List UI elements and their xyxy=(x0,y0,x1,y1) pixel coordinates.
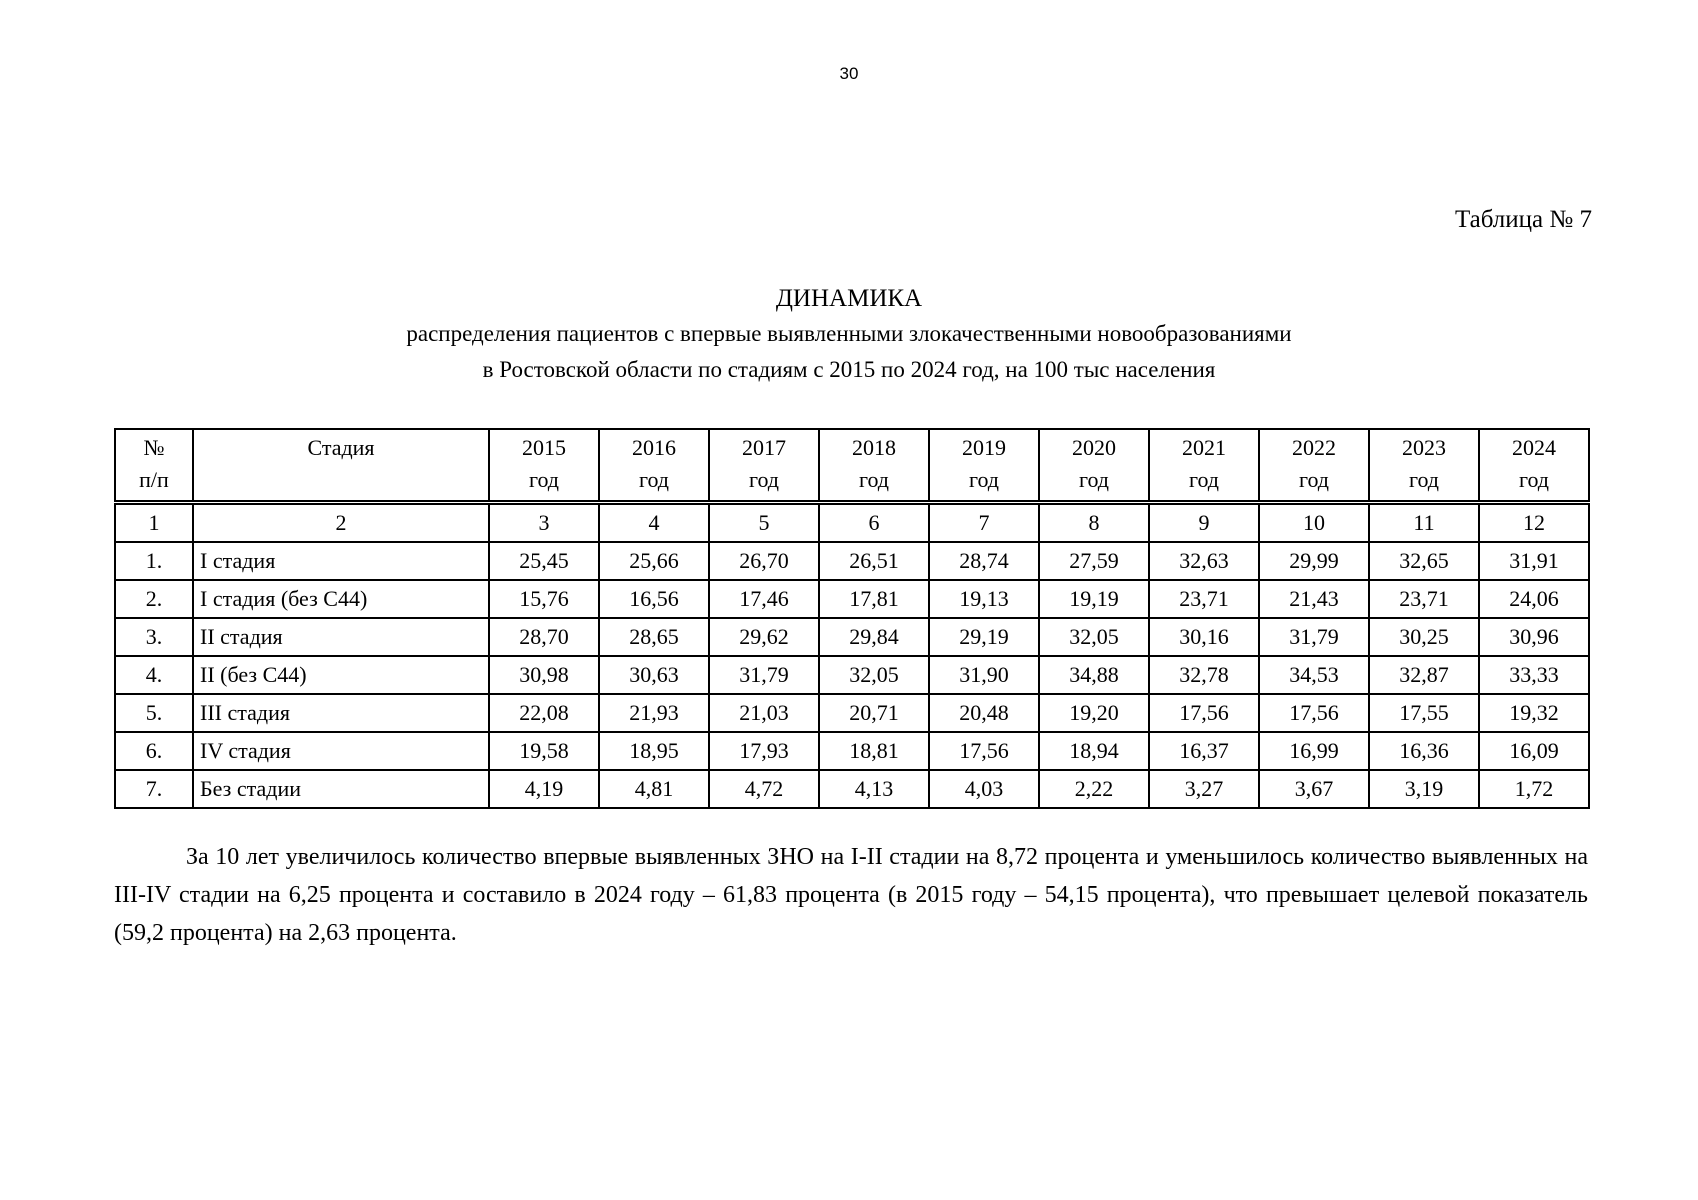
column-number-cell: 11 xyxy=(1369,503,1479,543)
column-header-top: 2017 xyxy=(742,435,786,460)
value-cell: 34,53 xyxy=(1259,656,1369,694)
table-body xyxy=(115,542,1589,808)
row-number-cell: 2. xyxy=(115,580,193,618)
value-cell: 4,19 xyxy=(489,770,599,808)
column-header-bottom: год xyxy=(858,467,890,492)
column-header xyxy=(115,429,193,503)
stage-name-cell: III стадия xyxy=(193,694,489,732)
value-cell: 21,03 xyxy=(709,694,819,732)
value-cell: 16,36 xyxy=(1369,732,1479,770)
column-number-cell: 7 xyxy=(929,503,1039,543)
value-cell: 24,06 xyxy=(1479,580,1589,618)
value-cell: 17,81 xyxy=(819,580,929,618)
value-cell: 17,93 xyxy=(709,732,819,770)
value-cell: 3,19 xyxy=(1369,770,1479,808)
column-header-top: 2020 xyxy=(1072,435,1116,460)
value-cell: 23,71 xyxy=(1149,580,1259,618)
column-header-bottom: год xyxy=(748,467,780,492)
value-cell: 16,09 xyxy=(1479,732,1589,770)
value-cell: 34,88 xyxy=(1039,656,1149,694)
value-cell: 18,95 xyxy=(599,732,709,770)
column-number-cell: 12 xyxy=(1479,503,1589,543)
value-cell: 25,45 xyxy=(489,542,599,580)
value-cell: 32,05 xyxy=(819,656,929,694)
value-cell: 29,19 xyxy=(929,618,1039,656)
value-cell: 30,25 xyxy=(1369,618,1479,656)
value-cell: 17,56 xyxy=(929,732,1039,770)
column-number-cell: 5 xyxy=(709,503,819,543)
value-cell: 4,13 xyxy=(819,770,929,808)
value-cell: 19,19 xyxy=(1039,580,1149,618)
value-cell: 30,96 xyxy=(1479,618,1589,656)
column-header xyxy=(193,429,489,503)
value-cell: 28,70 xyxy=(489,618,599,656)
value-cell: 3,27 xyxy=(1149,770,1259,808)
heading-subtitle-line-2: в Ростовской области по стадиям с 2015 по 2024 год, на 100 тыс населения xyxy=(482,357,1216,382)
column-header-top: Стадия xyxy=(307,435,375,460)
column-number-cell: 6 xyxy=(819,503,929,543)
stage-name-cell: I стадия xyxy=(193,542,489,580)
column-number-cell: 8 xyxy=(1039,503,1149,543)
value-cell: 32,78 xyxy=(1149,656,1259,694)
heading-title: ДИНАМИКА xyxy=(775,285,923,312)
stage-name-cell: Без стадии xyxy=(193,770,489,808)
value-cell: 19,58 xyxy=(489,732,599,770)
column-header xyxy=(1259,429,1369,503)
table-row xyxy=(115,580,1589,618)
value-cell: 16,56 xyxy=(599,580,709,618)
column-header xyxy=(1149,429,1259,503)
value-cell: 21,93 xyxy=(599,694,709,732)
value-cell: 16,37 xyxy=(1149,732,1259,770)
value-cell: 28,74 xyxy=(929,542,1039,580)
column-header-top: 2024 xyxy=(1512,435,1556,460)
value-cell: 16,99 xyxy=(1259,732,1369,770)
value-cell: 31,91 xyxy=(1479,542,1589,580)
column-header xyxy=(709,429,819,503)
value-cell: 21,43 xyxy=(1259,580,1369,618)
stage-name-cell: II (без С44) xyxy=(193,656,489,694)
column-header-top: 2022 xyxy=(1292,435,1336,460)
value-cell: 25,66 xyxy=(599,542,709,580)
value-cell: 19,20 xyxy=(1039,694,1149,732)
column-number-cell: 10 xyxy=(1259,503,1369,543)
column-header-top: 2018 xyxy=(852,435,896,460)
column-number-cell: 4 xyxy=(599,503,709,543)
table-row xyxy=(115,618,1589,656)
column-header xyxy=(1039,429,1149,503)
table-row xyxy=(115,770,1589,808)
row-number-cell: 6. xyxy=(115,732,193,770)
table-row xyxy=(115,542,1589,580)
value-cell: 20,48 xyxy=(929,694,1039,732)
stage-distribution-table xyxy=(114,428,1590,809)
value-cell: 22,08 xyxy=(489,694,599,732)
value-cell: 15,76 xyxy=(489,580,599,618)
page-number: 30 xyxy=(839,64,859,83)
column-header-bottom: п/п xyxy=(139,467,169,492)
value-cell: 17,56 xyxy=(1149,694,1259,732)
value-cell: 18,94 xyxy=(1039,732,1149,770)
stage-name-cell: II стадия xyxy=(193,618,489,656)
summary-paragraph: За 10 лет увеличилось количество впервые выявленных ЗНО на I-II стадии на 8,72 процента и уменьшилось количество выявленных на III-IV стадии на 6,25 процента и составило в 2024 году – 61,83 процента (в 2015 году – 54,15 процента), что превышает целевой показатель (59,2 процента) на 2,63 процента. xyxy=(114,844,1588,946)
stage-name-cell: I стадия (без С44) xyxy=(193,580,489,618)
stage-name-cell: IV стадия xyxy=(193,732,489,770)
value-cell: 32,65 xyxy=(1369,542,1479,580)
column-header-bottom: год xyxy=(1408,467,1440,492)
value-cell: 31,90 xyxy=(929,656,1039,694)
column-header-top: 2023 xyxy=(1402,435,1446,460)
value-cell: 2,22 xyxy=(1039,770,1149,808)
value-cell: 17,46 xyxy=(709,580,819,618)
column-header-bottom: год xyxy=(1518,467,1550,492)
value-cell: 4,72 xyxy=(709,770,819,808)
value-cell: 18,81 xyxy=(819,732,929,770)
table-row xyxy=(115,656,1589,694)
value-cell: 29,62 xyxy=(709,618,819,656)
column-header-top: 2021 xyxy=(1182,435,1226,460)
column-number-row xyxy=(115,503,1589,543)
column-number-cell: 9 xyxy=(1149,503,1259,543)
value-cell: 32,63 xyxy=(1149,542,1259,580)
column-header-top: 2019 xyxy=(962,435,1006,460)
column-header xyxy=(599,429,709,503)
value-cell: 33,33 xyxy=(1479,656,1589,694)
value-cell: 23,71 xyxy=(1369,580,1479,618)
value-cell: 32,05 xyxy=(1039,618,1149,656)
value-cell: 31,79 xyxy=(709,656,819,694)
value-cell: 17,55 xyxy=(1369,694,1479,732)
value-cell: 17,56 xyxy=(1259,694,1369,732)
value-cell: 28,65 xyxy=(599,618,709,656)
value-cell: 1,72 xyxy=(1479,770,1589,808)
value-cell: 31,79 xyxy=(1259,618,1369,656)
row-number-cell: 5. xyxy=(115,694,193,732)
column-header-bottom: год xyxy=(1188,467,1220,492)
value-cell: 20,71 xyxy=(819,694,929,732)
value-cell: 26,70 xyxy=(709,542,819,580)
table-heading xyxy=(0,282,1698,388)
table-row xyxy=(115,732,1589,770)
value-cell: 32,87 xyxy=(1369,656,1479,694)
column-header-bottom: год xyxy=(1078,467,1110,492)
value-cell: 4,03 xyxy=(929,770,1039,808)
column-header xyxy=(929,429,1039,503)
column-header-bottom: год xyxy=(528,467,560,492)
column-header-bottom: год xyxy=(638,467,670,492)
value-cell: 29,99 xyxy=(1259,542,1369,580)
column-header xyxy=(1369,429,1479,503)
column-header xyxy=(489,429,599,503)
value-cell: 30,16 xyxy=(1149,618,1259,656)
column-header-bottom: год xyxy=(968,467,1000,492)
value-cell: 4,81 xyxy=(599,770,709,808)
table-header-row xyxy=(115,429,1589,503)
row-number-cell: 1. xyxy=(115,542,193,580)
table-label: Таблица № 7 xyxy=(1454,206,1592,233)
value-cell: 19,13 xyxy=(929,580,1039,618)
column-header-top: 2015 xyxy=(522,435,566,460)
value-cell: 30,98 xyxy=(489,656,599,694)
column-header-bottom: год xyxy=(1298,467,1330,492)
column-header xyxy=(819,429,929,503)
column-number-cell: 3 xyxy=(489,503,599,543)
column-number-cell: 2 xyxy=(193,503,489,543)
column-number-cell: 1 xyxy=(115,503,193,543)
value-cell: 19,32 xyxy=(1479,694,1589,732)
table-row xyxy=(115,694,1589,732)
column-header xyxy=(1479,429,1589,503)
column-header-top: № xyxy=(143,435,165,460)
value-cell: 27,59 xyxy=(1039,542,1149,580)
value-cell: 3,67 xyxy=(1259,770,1369,808)
value-cell: 26,51 xyxy=(819,542,929,580)
column-header-top: 2016 xyxy=(632,435,676,460)
row-number-cell: 4. xyxy=(115,656,193,694)
value-cell: 29,84 xyxy=(819,618,929,656)
row-number-cell: 7. xyxy=(115,770,193,808)
heading-subtitle-line-1: распределения пациентов с впервые выявленными злокачественными новообразованиями xyxy=(406,321,1292,346)
row-number-cell: 3. xyxy=(115,618,193,656)
value-cell: 30,63 xyxy=(599,656,709,694)
